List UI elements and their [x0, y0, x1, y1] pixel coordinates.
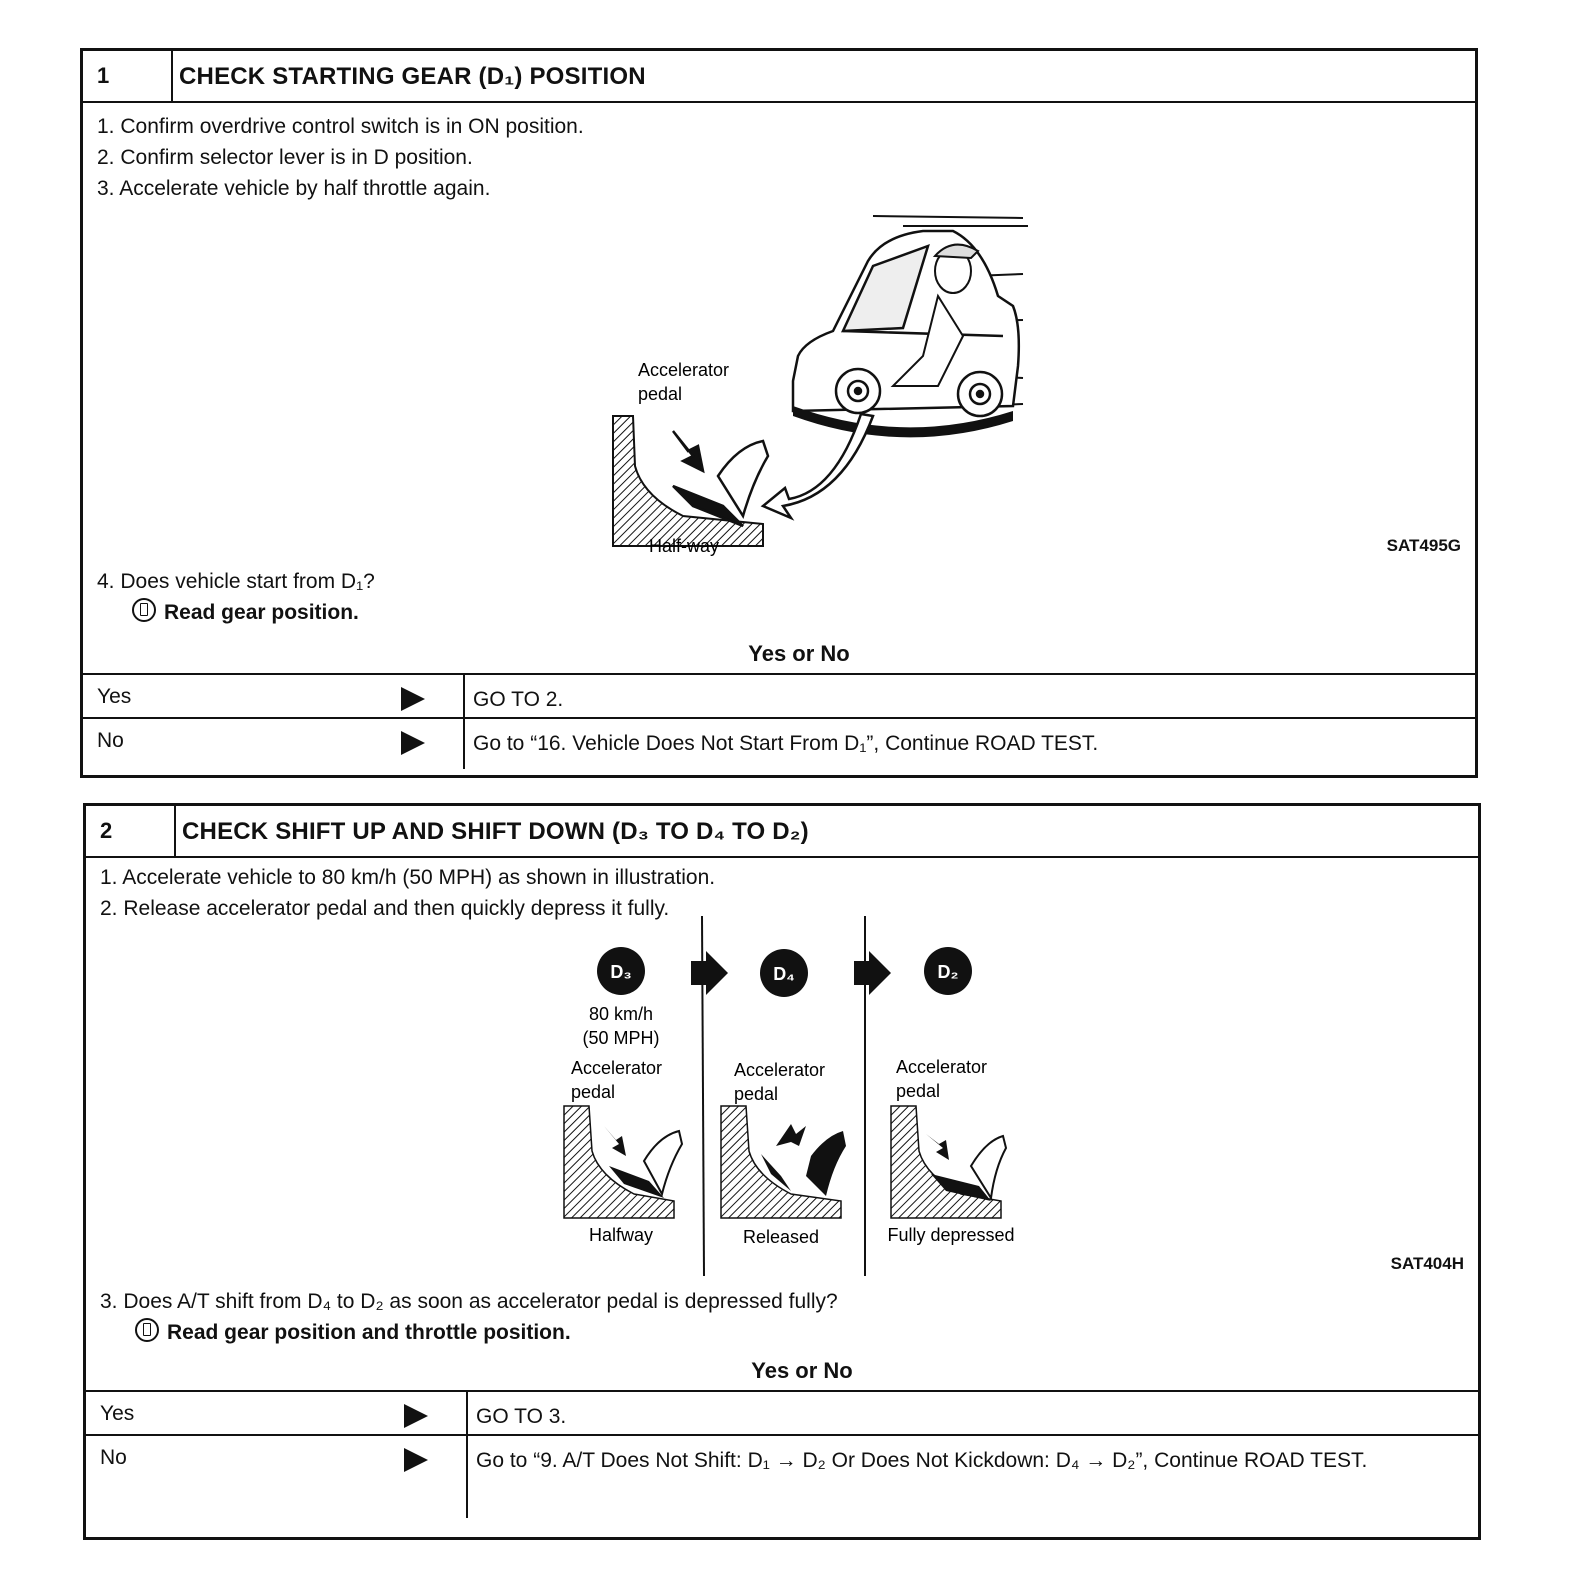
step-1-box: [80, 48, 1478, 778]
pedal-state: Half-way: [649, 536, 720, 556]
sub-action: [100, 1317, 838, 1348]
pedal-label-line2: pedal: [734, 1084, 779, 1104]
row-label: No: [100, 1446, 127, 1469]
pedal-label-line1: Accelerator: [896, 1057, 988, 1077]
shift-sequence-illustration: [556, 916, 1046, 1281]
question: [97, 566, 375, 628]
arrow-right-icon: [404, 1404, 428, 1428]
pedal-label-line2: pedal: [571, 1082, 616, 1102]
row-divider: [463, 719, 465, 769]
step-2-box: [83, 803, 1481, 1540]
instruction-item: 3. Accelerate vehicle by half throttle again.: [97, 177, 491, 200]
speed-mph: (50 MPH): [582, 1028, 660, 1048]
question-text: 3. Does A/T shift from D₄ to D₂ as soon as accelerator pedal is depressed fully?: [100, 1290, 838, 1313]
step-number: 1: [97, 63, 110, 88]
arrow-right-icon: [401, 731, 425, 755]
sub-action-text: Read gear position and throttle position.: [167, 1321, 571, 1344]
row-label: Yes: [97, 685, 132, 708]
row-divider: [463, 675, 465, 717]
table-row: [86, 1436, 1478, 1518]
gear-label: D₂: [937, 962, 959, 982]
pedal-label-line2: pedal: [638, 384, 683, 404]
pedal-label-line1: Accelerator: [638, 360, 730, 380]
car-accelerator-illustration: [543, 206, 1063, 556]
speed-kmh: 80 km/h: [588, 1004, 654, 1024]
yes-or-no-label: Yes or No: [748, 641, 850, 666]
step-number: 2: [100, 818, 113, 843]
header-divider: [171, 51, 173, 101]
row-label: No: [97, 729, 124, 752]
step-title: CHECK STARTING GEAR (D₁) POSITION: [179, 63, 646, 90]
result-table: [83, 673, 1475, 769]
row-result: GO TO 3.: [476, 1405, 567, 1428]
gear-label: D₄: [773, 964, 795, 984]
pedal-state: Released: [742, 1227, 820, 1247]
pedal-label-line2: pedal: [896, 1081, 941, 1101]
instruction-list: [97, 111, 584, 204]
monitor-icon: [135, 1318, 159, 1342]
figure-code: SAT404H: [1390, 1254, 1464, 1273]
step-1-header: [83, 51, 1475, 103]
instruction-item: 2. Release accelerator pedal and then quickly depress it fully.: [100, 897, 670, 920]
row-result: Go to “9. A/T Does Not Shift: D₁ → D₂ Or Does Not Kickdown: D₄ → D₂”, Continue ROAD TEST.: [476, 1449, 1368, 1472]
row-result: GO TO 2.: [473, 688, 564, 711]
row-divider: [466, 1392, 468, 1434]
row-result: Go to “16. Vehicle Does Not Start From D₁”, Continue ROAD TEST.: [473, 732, 1099, 755]
monitor-icon: [132, 598, 156, 622]
instruction-item: 1. Accelerate vehicle to 80 km/h (50 MPH) as shown in illustration.: [100, 866, 716, 889]
arrow-right-icon: [404, 1448, 428, 1472]
figure-code: SAT495G: [1386, 536, 1461, 555]
row-divider: [466, 1436, 468, 1518]
question-text: 4. Does vehicle start from D₁?: [97, 570, 375, 593]
sub-action-text: Read gear position.: [164, 601, 359, 624]
question: [100, 1286, 838, 1348]
step-title: CHECK SHIFT UP AND SHIFT DOWN (D₃ TO D₄ TO D₂): [182, 818, 809, 845]
row-label: Yes: [100, 1402, 135, 1425]
pedal-label-line1: Accelerator: [734, 1060, 826, 1080]
table-row: [86, 1392, 1478, 1436]
sub-action: [97, 597, 375, 628]
table-row: [83, 719, 1475, 769]
pedal-label-line1: Accelerator: [571, 1058, 663, 1078]
arrow-right-icon: [401, 687, 425, 711]
pedal-state: Halfway: [588, 1225, 654, 1245]
step-2-header: [86, 806, 1478, 858]
pedal-state: Fully depressed: [887, 1225, 1015, 1245]
header-divider: [174, 806, 176, 856]
instruction-item: 2. Confirm selector lever is in D position.: [97, 146, 473, 169]
instruction-list: [100, 862, 715, 924]
yes-or-no-label: Yes or No: [751, 1358, 853, 1383]
gear-label: D₃: [610, 962, 632, 982]
result-table: [86, 1390, 1478, 1518]
table-row: [83, 675, 1475, 719]
instruction-item: 1. Confirm overdrive control switch is in ON position.: [97, 115, 584, 138]
